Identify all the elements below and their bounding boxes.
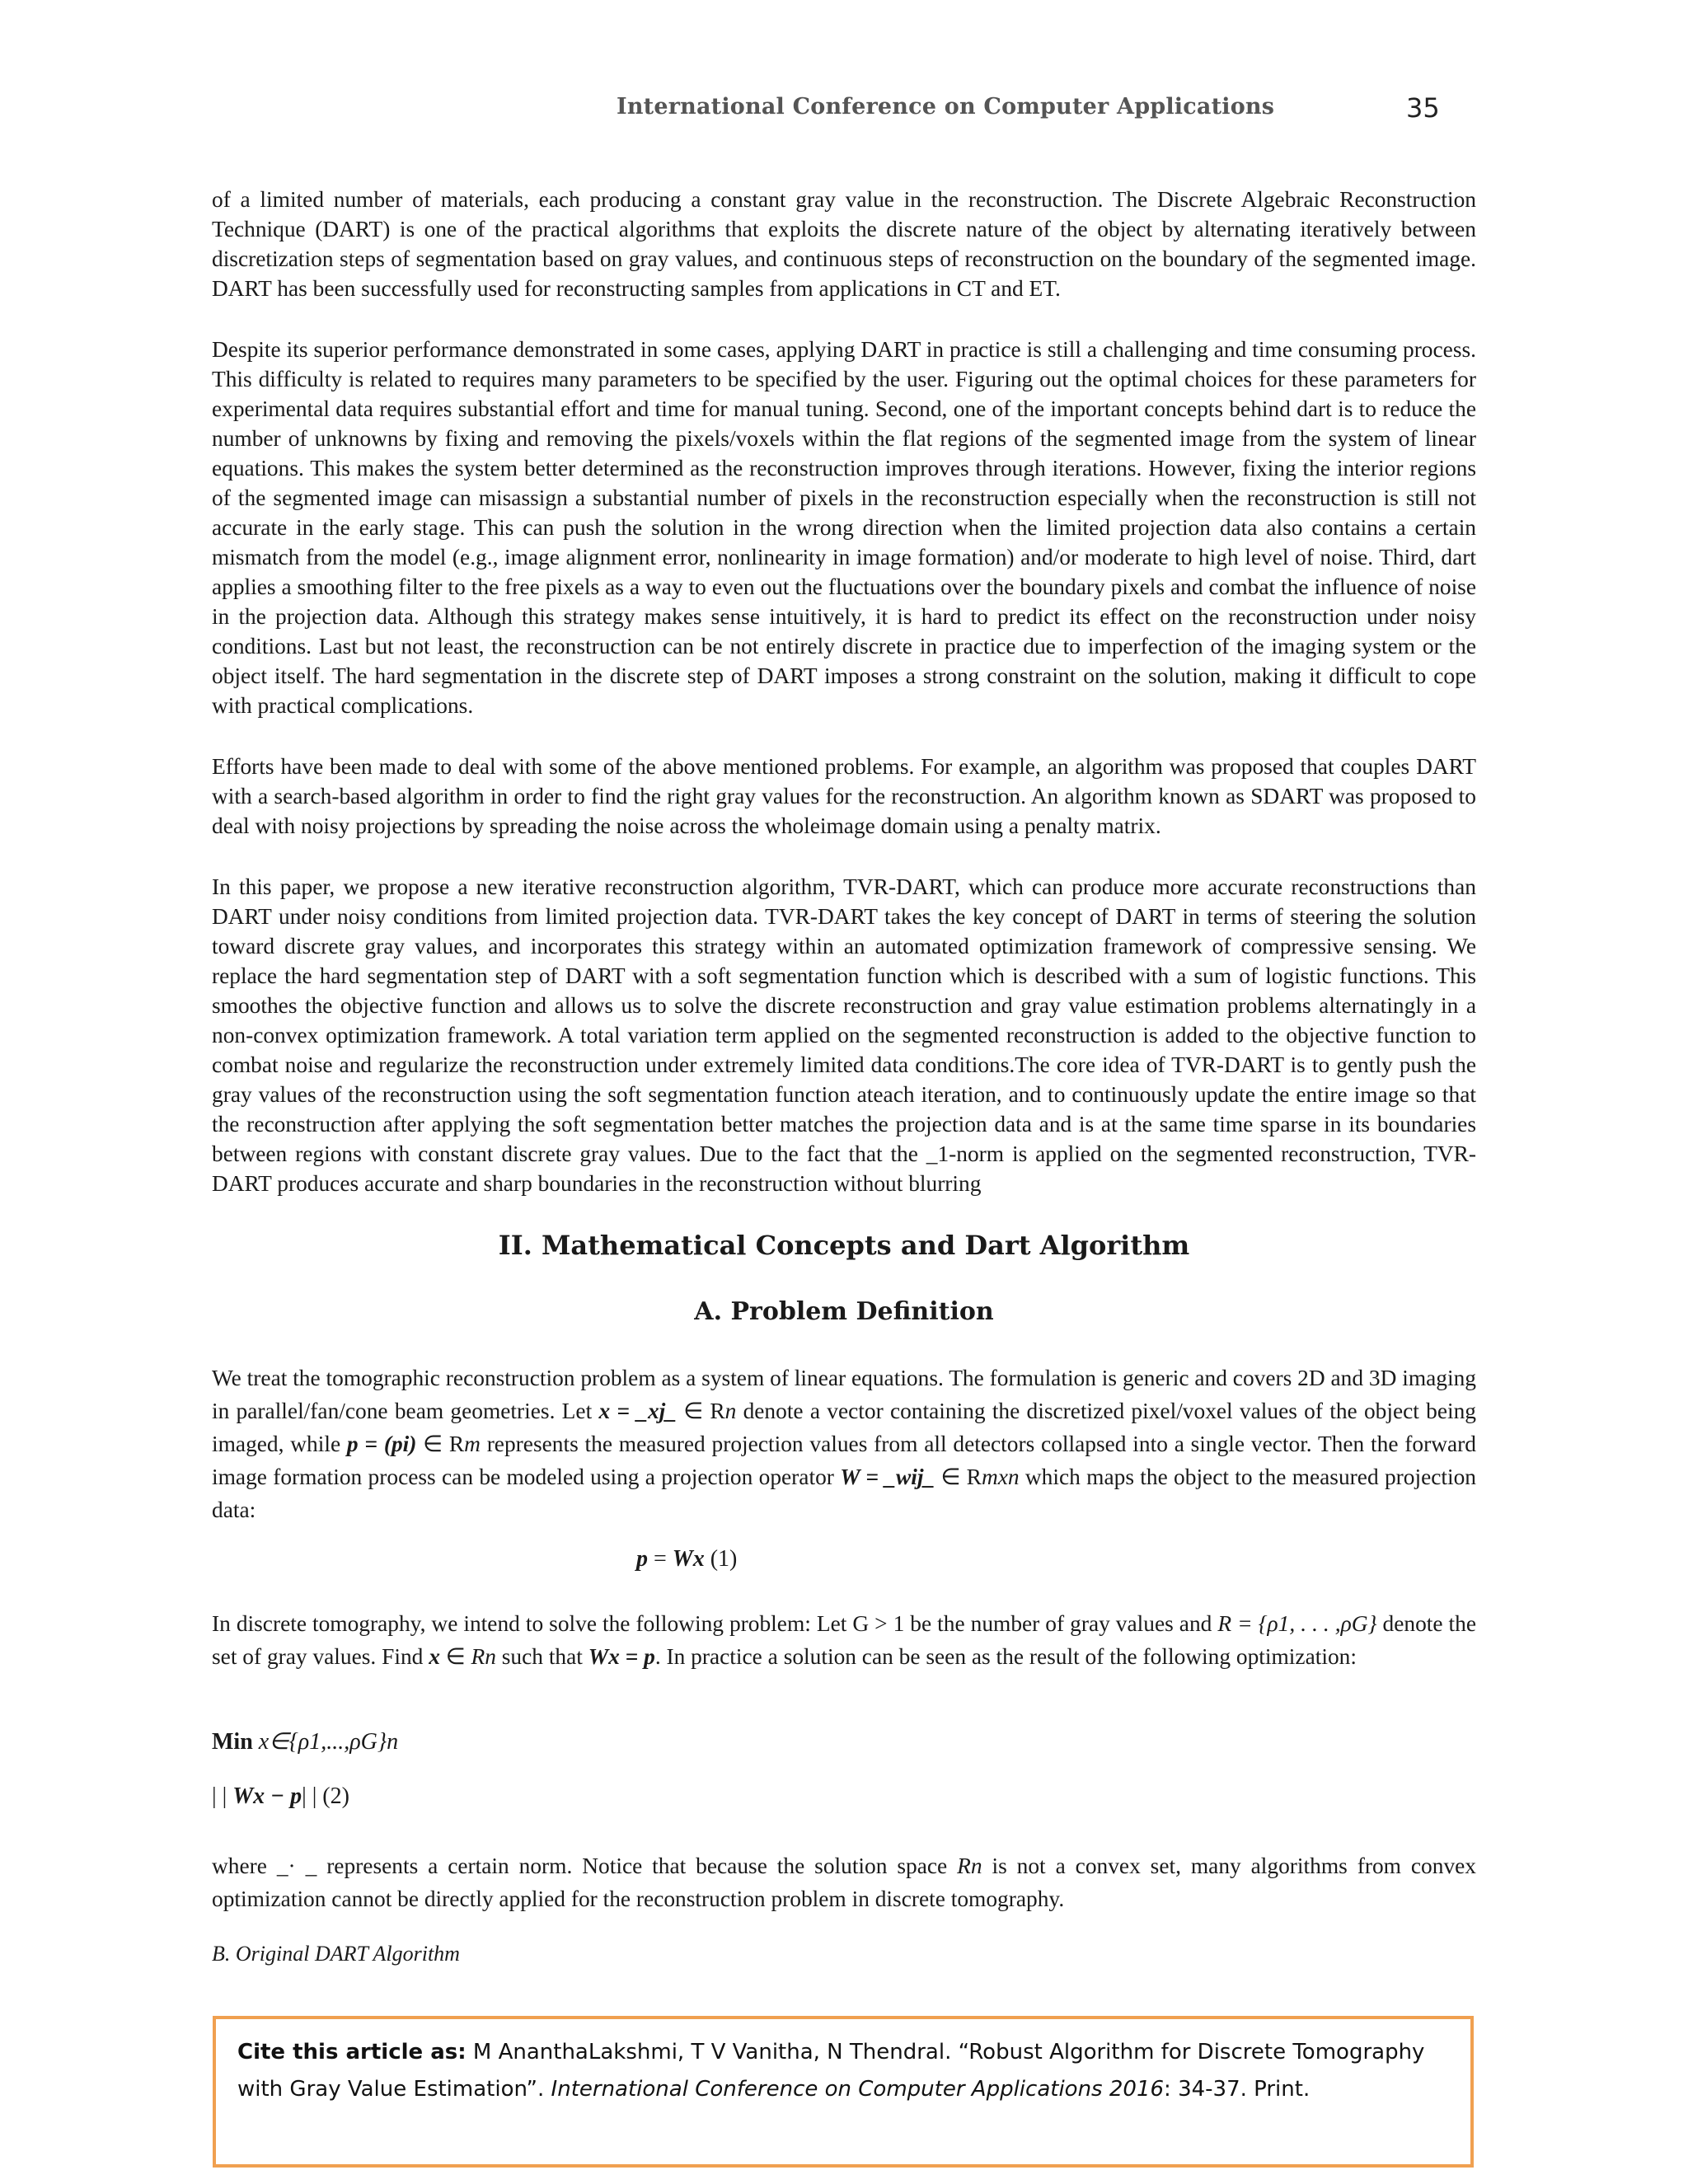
text-segment: ∈ R [935,1465,982,1489]
citation-box [213,2016,1474,2168]
math-superscript-mxn: mxn [981,1465,1020,1489]
math-rn: Rn [471,1644,496,1669]
text-segment: We treat the tomographic reconstruction problem as a system of linear equations. The formulation is generic and covers 2D and 3D imaging in parallel/fan/cone beam geometries. Let [212,1366,1476,1423]
equation-1 [636,1546,737,1572]
paragraph-related-efforts: Efforts have been made to deal with some of the above mentioned problems. For example, an algorithm was proposed that couples DART with a search-based algorithm in order to find the right gray values for the reconstruction. An algorithm known as SDART was proposed to deal with noisy projections by spreading the noise across the wholeimage domain using a penalty matrix. [212,754,1476,838]
minimization-line [212,1727,398,1755]
math-rn: Rn [957,1854,982,1878]
math-x: x [429,1644,440,1669]
eq1-equals: = [648,1546,673,1572]
citation-pages: : 34-37. Print. [1164,2077,1311,2102]
citation-authors-title: M AnanthaLakshmi, T V Vanitha, N Thendral. “Robust Algorithm for Discrete Tomography with Gray Value Estimation”. [237,2040,1425,2102]
eq2-expression: Wx − p [232,1783,302,1809]
text-segment: . In practice a solution can be seen as the result of the following optimization: [654,1644,1357,1669]
paragraph-problem-definition [212,1361,1476,1526]
text-segment: ∈ [439,1644,471,1669]
text-segment: ∈ R [676,1399,725,1423]
math-superscript-n: n [724,1399,737,1423]
paragraph-dart-challenges: Despite its superior performance demonstrated in some cases, applying DART in practice is still a challenging and time consuming process. This difficulty is related to requires many parameters to be specified by the user. Figuring out the optimal choices for these parameters for experimental data requires substantial effort and time for manual tuning. Second, one of the important concepts behind dart is to reduce the number of unknowns by fixing and removing the pixels/voxels within the flat regions of the segmented image from the system of linear equations. This makes the system better determined as the reconstruction improves through iterations. However, fixing the interior regions of the segmented image can misassign a substantial number of pixels in the reconstruction especially when the reconstruction is still not accurate in the early stage. This can push the solution in the wrong direction when the limited projection data also contains a certain mismatch from the model (e.g., image alignment error, nonlinearity in image formation) and/or moderate to high level of noise. Third, dart applies a smoothing filter to the free pixels as a way to even out the fluctuations over the boundary pixels and combat the influence of noise in the projection data. Although this strategy makes sense intuitively, it is hard to predict its effect on the reconstruction under noisy conditions. Last but not least, the reconstruction can be not entirely discrete in practice due to imperfection of the imaging system or the object itself. The hard segmentation in the discrete step of DART imposes a strong constraint on the solution, making it difficult to cope with practical complications. [212,337,1476,718]
text-segment: which maps the object to the measured projection data: [212,1465,1476,1522]
text-segment: represents the measured projection values from all detectors collapsed into a single vector. Then the forward image formation process can be modeled using a projection operator [212,1432,1476,1489]
page-number: 35 [1406,92,1440,124]
text-segment: In discrete tomography, we intend to solve the following problem: Let G > 1 be the number of gray values and [212,1611,1218,1636]
citation-label: Cite this article as: [237,2040,467,2064]
section-heading: II. Mathematical Concepts and Dart Algorithm [498,1230,1190,1261]
math-gray-set: R = {ρ1, . . . ,ρG} [1217,1611,1377,1636]
text-segment: such that [495,1644,588,1669]
text-segment: denote a vector containing the discretized pixel/voxel values of the object being imaged, while [212,1399,1476,1456]
subsection-heading: A. Problem Definition [694,1297,994,1326]
paragraph-intro-continued: of a limited number of materials, each producing a constant gray value in the reconstruction. The Discrete Algebraic Reconstruction Technique (DART) is one of the practical algorithms that exploits the discrete nature of the object by alternating iteratively between discretization steps of segmentation based on gray values, and continuous steps of reconstruction on the boundary of the segmented image. DART has been successfully used for reconstructing samples from applications in CT and ET. [212,187,1476,301]
math-p-def: p = (pi) [346,1432,417,1456]
eq1-rhs: Wx [672,1546,705,1572]
math-w-def: W = _wij_ [840,1465,935,1489]
math-wx-equals-p: Wx = p [588,1644,655,1669]
text-segment: ∈ R [416,1432,465,1456]
eq2-norm-open: | | [212,1783,233,1809]
min-subscript: x∈{ρ1,...,ρG}n [252,1729,399,1755]
min-label: Min [212,1729,253,1755]
text-segment: where _· _ represents a certain norm. Notice that because the solution space [212,1854,958,1878]
subsection-b-heading: B. Original DART Algorithm [212,1942,460,1966]
math-x-def: x = _xj_ [598,1399,677,1423]
eq2-norm-close: | | (2) [302,1783,349,1809]
citation-venue: International Conference on Computer Applications 2016 [551,2077,1165,2102]
text-segment: is not a convex set, many algorithms from convex optimization cannot be directly applied for the reconstruction problem in discrete tomography. [212,1854,1476,1911]
math-superscript-m: m [464,1432,481,1456]
equation-2 [212,1783,349,1810]
eq1-lhs: p [636,1546,648,1572]
paragraph-norm-note [212,1849,1476,1915]
text-segment: denote the set of gray values. Find [212,1611,1477,1669]
paragraph-discrete-problem [212,1607,1476,1673]
running-header-title: International Conference on Computer Applications [617,94,1275,120]
paragraph-proposal: In this paper, we propose a new iterative reconstruction algorithm, TVR-DART, which can produce more accurate reconstructions than DART under noisy conditions from limited projection data. TVR-DART takes the key concept of DART in terms of steering the solution toward discrete gray values, and incorporates this strategy within an automated optimization framework of compressive sensing. We replace the hard segmentation step of DART with a soft segmentation function which is described with a sum of logistic functions. This smoothes the objective function and allows us to solve the discrete reconstruction and gray value estimation problems alternatingly in a non-convex optimization framework. A total variation term applied on the segmented reconstruction is added to the objective function to combat noise and regularize the reconstruction under extremely limited data conditions.The core idea of TVR-DART is to gently push the gray values of the reconstruction using the soft segmentation function ateach iteration, and to continuously update the entire image so that the reconstruction after applying the soft segmentation better matches the projection data and is at the same time sparse in its boundaries between regions with constant discrete gray values. Due to the fact that the _1-norm is applied on the segmented reconstruction, TVR-DART produces accurate and sharp boundaries in the reconstruction without blurring [212,874,1476,1196]
eq1-number: (1) [704,1546,738,1572]
